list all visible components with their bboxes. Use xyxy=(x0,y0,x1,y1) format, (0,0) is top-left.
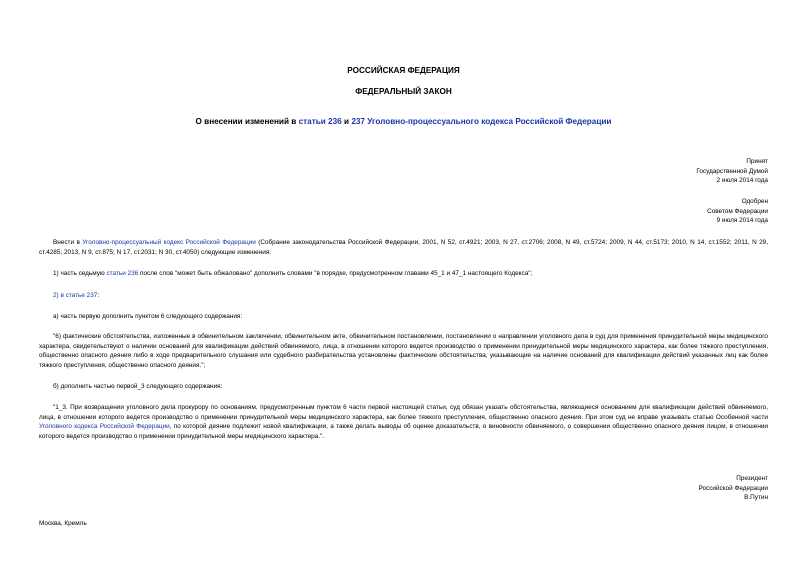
signature-line-2: Российской Федерации xyxy=(698,484,768,492)
approval-line-3: 9 июля 2014 года xyxy=(716,217,768,225)
para7-suffix: , по которой деяние подлежит новой квалификации, а также делать выводы об оценке доказательств, о виновности обвиняемого, о совершении общественно опасного деяния лицом, в отношении которого ведется производство о применении принудительной меры медицинского характера.". xyxy=(39,423,768,440)
header-doc-type: ФЕДЕРАЛЬНЫЙ ЗАКОН xyxy=(355,87,452,96)
paragraph-item-1 xyxy=(39,269,768,279)
para1-suffix: (Собрание законодательства Российской Федерации, 2001, N 52, ст.4921; 2003, N 27, ст.2706; 2008, N 49, ст.5724; 2009, N 44, ст.5173; 2010, N 14, ст.1552; 2011, N 29, ст.4285; 2013, N 9, ст.875; N 17, ст.2031; N 30, ст.4050) следующие изменения: xyxy=(39,239,768,256)
signature-line-3: В.Путин xyxy=(744,494,768,502)
adoption-line-3: 2 июля 2014 года xyxy=(716,177,768,185)
title-prefix: О внесении изменений в xyxy=(195,117,299,126)
signature-line-1: Президент xyxy=(736,475,768,482)
paragraph-item-b: б) дополнить частью первой_3 следующего содержания: xyxy=(53,383,223,390)
paragraph-item-a: а) часть первую дополнить пунктом 6 следующего содержания: xyxy=(53,313,243,320)
para2-suffix: после слов "может быть обжаловано" дополнить словами "в порядке, предусмотренном главами 45_1 и 47_1 настоящего Кодекса"; xyxy=(138,270,533,277)
paragraph-part-1-3 xyxy=(39,403,768,441)
signing-place: Москва, Кремль xyxy=(39,520,87,527)
paragraph-item-2 xyxy=(39,291,768,301)
title-link-article-237[interactable]: 237 Уголовно-процессуального кодекса Российской Федерации xyxy=(351,117,612,126)
link-criminal-procedure-code[interactable]: Уголовно-процессуальный кодекс Российской Федерации xyxy=(82,239,256,246)
signature-block xyxy=(568,474,768,503)
document-title xyxy=(0,116,807,128)
title-link-article-236[interactable]: статьи 236 xyxy=(298,117,342,126)
adoption-line-1: Принят xyxy=(746,158,768,165)
approval-block xyxy=(568,197,768,226)
paragraph-point-6: "6) фактические обстоятельства, изложенные в обвинительном заключении, обвинительном акте, обвинительном постановлении, постановлении о направлении уголовного дела в суд для применения принудительной меры медицинского характера, свидетельствуют о наличии оснований для квалификации действий обвиняемого, лица, в отношении которого ведется производство о применении принудительной меры медицинского характера, как более тяжкого преступления, общественно опасного деяния либо в ходе предварительного слушания или судебного разбирательства установлены фактические обстоятельства, указывающие на наличие оснований для квалификации действий указанных лиц как более тяжкого преступления, общественно опасного деяния."; xyxy=(39,333,768,369)
header-country: РОССИЙСКАЯ ФЕДЕРАЦИЯ xyxy=(347,66,460,75)
link-criminal-code[interactable]: Уголовного кодекса Российской Федерации xyxy=(39,423,170,431)
adoption-block xyxy=(568,157,768,186)
para7-prefix: "1_3. При возвращении уголовного дела прокурору по основаниям, предусмотренным пунктом 6 части первой настоящей статьи, суд обязан указать обстоятельства, являющиеся основанием для квалификации действий обвиняемого, лица, в отношении которого ведется производство о применении принудительной меры медицинского характера, как более тяжкого преступления, общественно опасного деяния. При этом суд не вправе указывать статью Особенной части xyxy=(39,404,768,421)
link-article-237[interactable]: 2) в статье 237 xyxy=(53,292,98,299)
approval-line-1: Одобрен xyxy=(741,198,768,205)
para3-suffix: : xyxy=(97,292,100,299)
adoption-line-2: Государственной Думой xyxy=(696,167,768,175)
para2-prefix: 1) часть седьмую xyxy=(53,270,107,277)
approval-line-2: Советом Федерации xyxy=(707,207,768,215)
link-article-236[interactable]: статьи 236 xyxy=(106,270,139,277)
paragraph-intro xyxy=(39,238,768,257)
title-mid: и xyxy=(341,117,352,126)
para1-prefix: Внести в xyxy=(53,239,83,246)
